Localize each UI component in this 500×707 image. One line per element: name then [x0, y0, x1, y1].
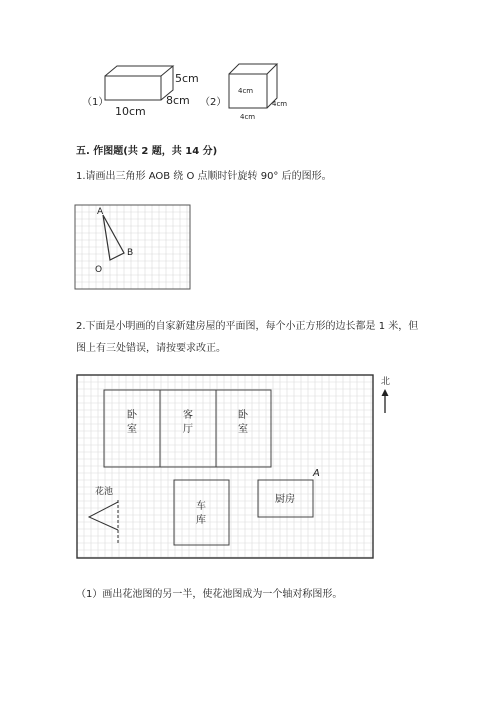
bedroom-1-label-bottom: 室	[127, 424, 137, 435]
north-label: 北	[381, 377, 391, 387]
kitchen-label: 厨房	[275, 494, 295, 505]
q1-grid-figure	[74, 204, 192, 292]
point-b-label: B	[127, 248, 134, 258]
figure-label-2: （2）	[200, 97, 227, 108]
living-label-bottom: 厅	[183, 424, 193, 435]
flowerbed-label: 花池	[95, 487, 114, 497]
bedroom-2-label-bottom: 室	[238, 424, 248, 435]
question-1-text: 1.请画出三角形 AOB 绕 O 点顺时针旋转 90° 后的图形。	[76, 171, 332, 182]
point-a-label: A	[97, 207, 104, 217]
cube-top-face	[229, 64, 277, 74]
garage-label-top: 车	[196, 501, 206, 512]
figure-label-1: （1）	[82, 97, 109, 108]
cube-front-label: 4cm	[238, 87, 254, 95]
cube-bottom-label: 4cm	[240, 113, 256, 121]
cuboid-top-face	[105, 66, 173, 76]
cube-figure	[222, 60, 292, 122]
question-2-text-line2: 图上有三处错误，请按要求改正。	[76, 343, 226, 354]
question-2-sub-1-text: （1）画出花池图的另一半，使花池图成为一个轴对称图形。	[76, 589, 343, 600]
garage-label-bottom: 库	[196, 515, 206, 526]
cuboid-width-label: 8cm	[166, 94, 190, 107]
north-arrow-icon	[380, 388, 390, 414]
bedroom-2-label-top: 卧	[238, 410, 248, 421]
cuboid-height-label: 5cm	[175, 72, 199, 85]
cuboid-figure	[100, 62, 210, 118]
cuboid-length-label: 10cm	[115, 105, 146, 118]
cuboid-front-face	[105, 76, 161, 100]
flowerbed-half-shape	[89, 502, 118, 530]
q1-grid-lines	[75, 205, 190, 289]
cube-side-label: 4cm	[272, 100, 288, 108]
point-o-label: O	[95, 265, 103, 275]
triangle-aob	[103, 215, 124, 260]
question-2-text-line1: 2.下面是小明画的自家新建房屋的平面图，每个小正方形的边长都是 1 米，但	[76, 321, 419, 332]
floor-plan-figure	[76, 374, 376, 562]
bedroom-1-label-top: 卧	[127, 410, 137, 421]
living-label-top: 客	[183, 410, 193, 421]
section-heading: 五. 作图题(共 2 题，共 14 分)	[76, 146, 218, 157]
point-a-label: A	[313, 468, 320, 479]
